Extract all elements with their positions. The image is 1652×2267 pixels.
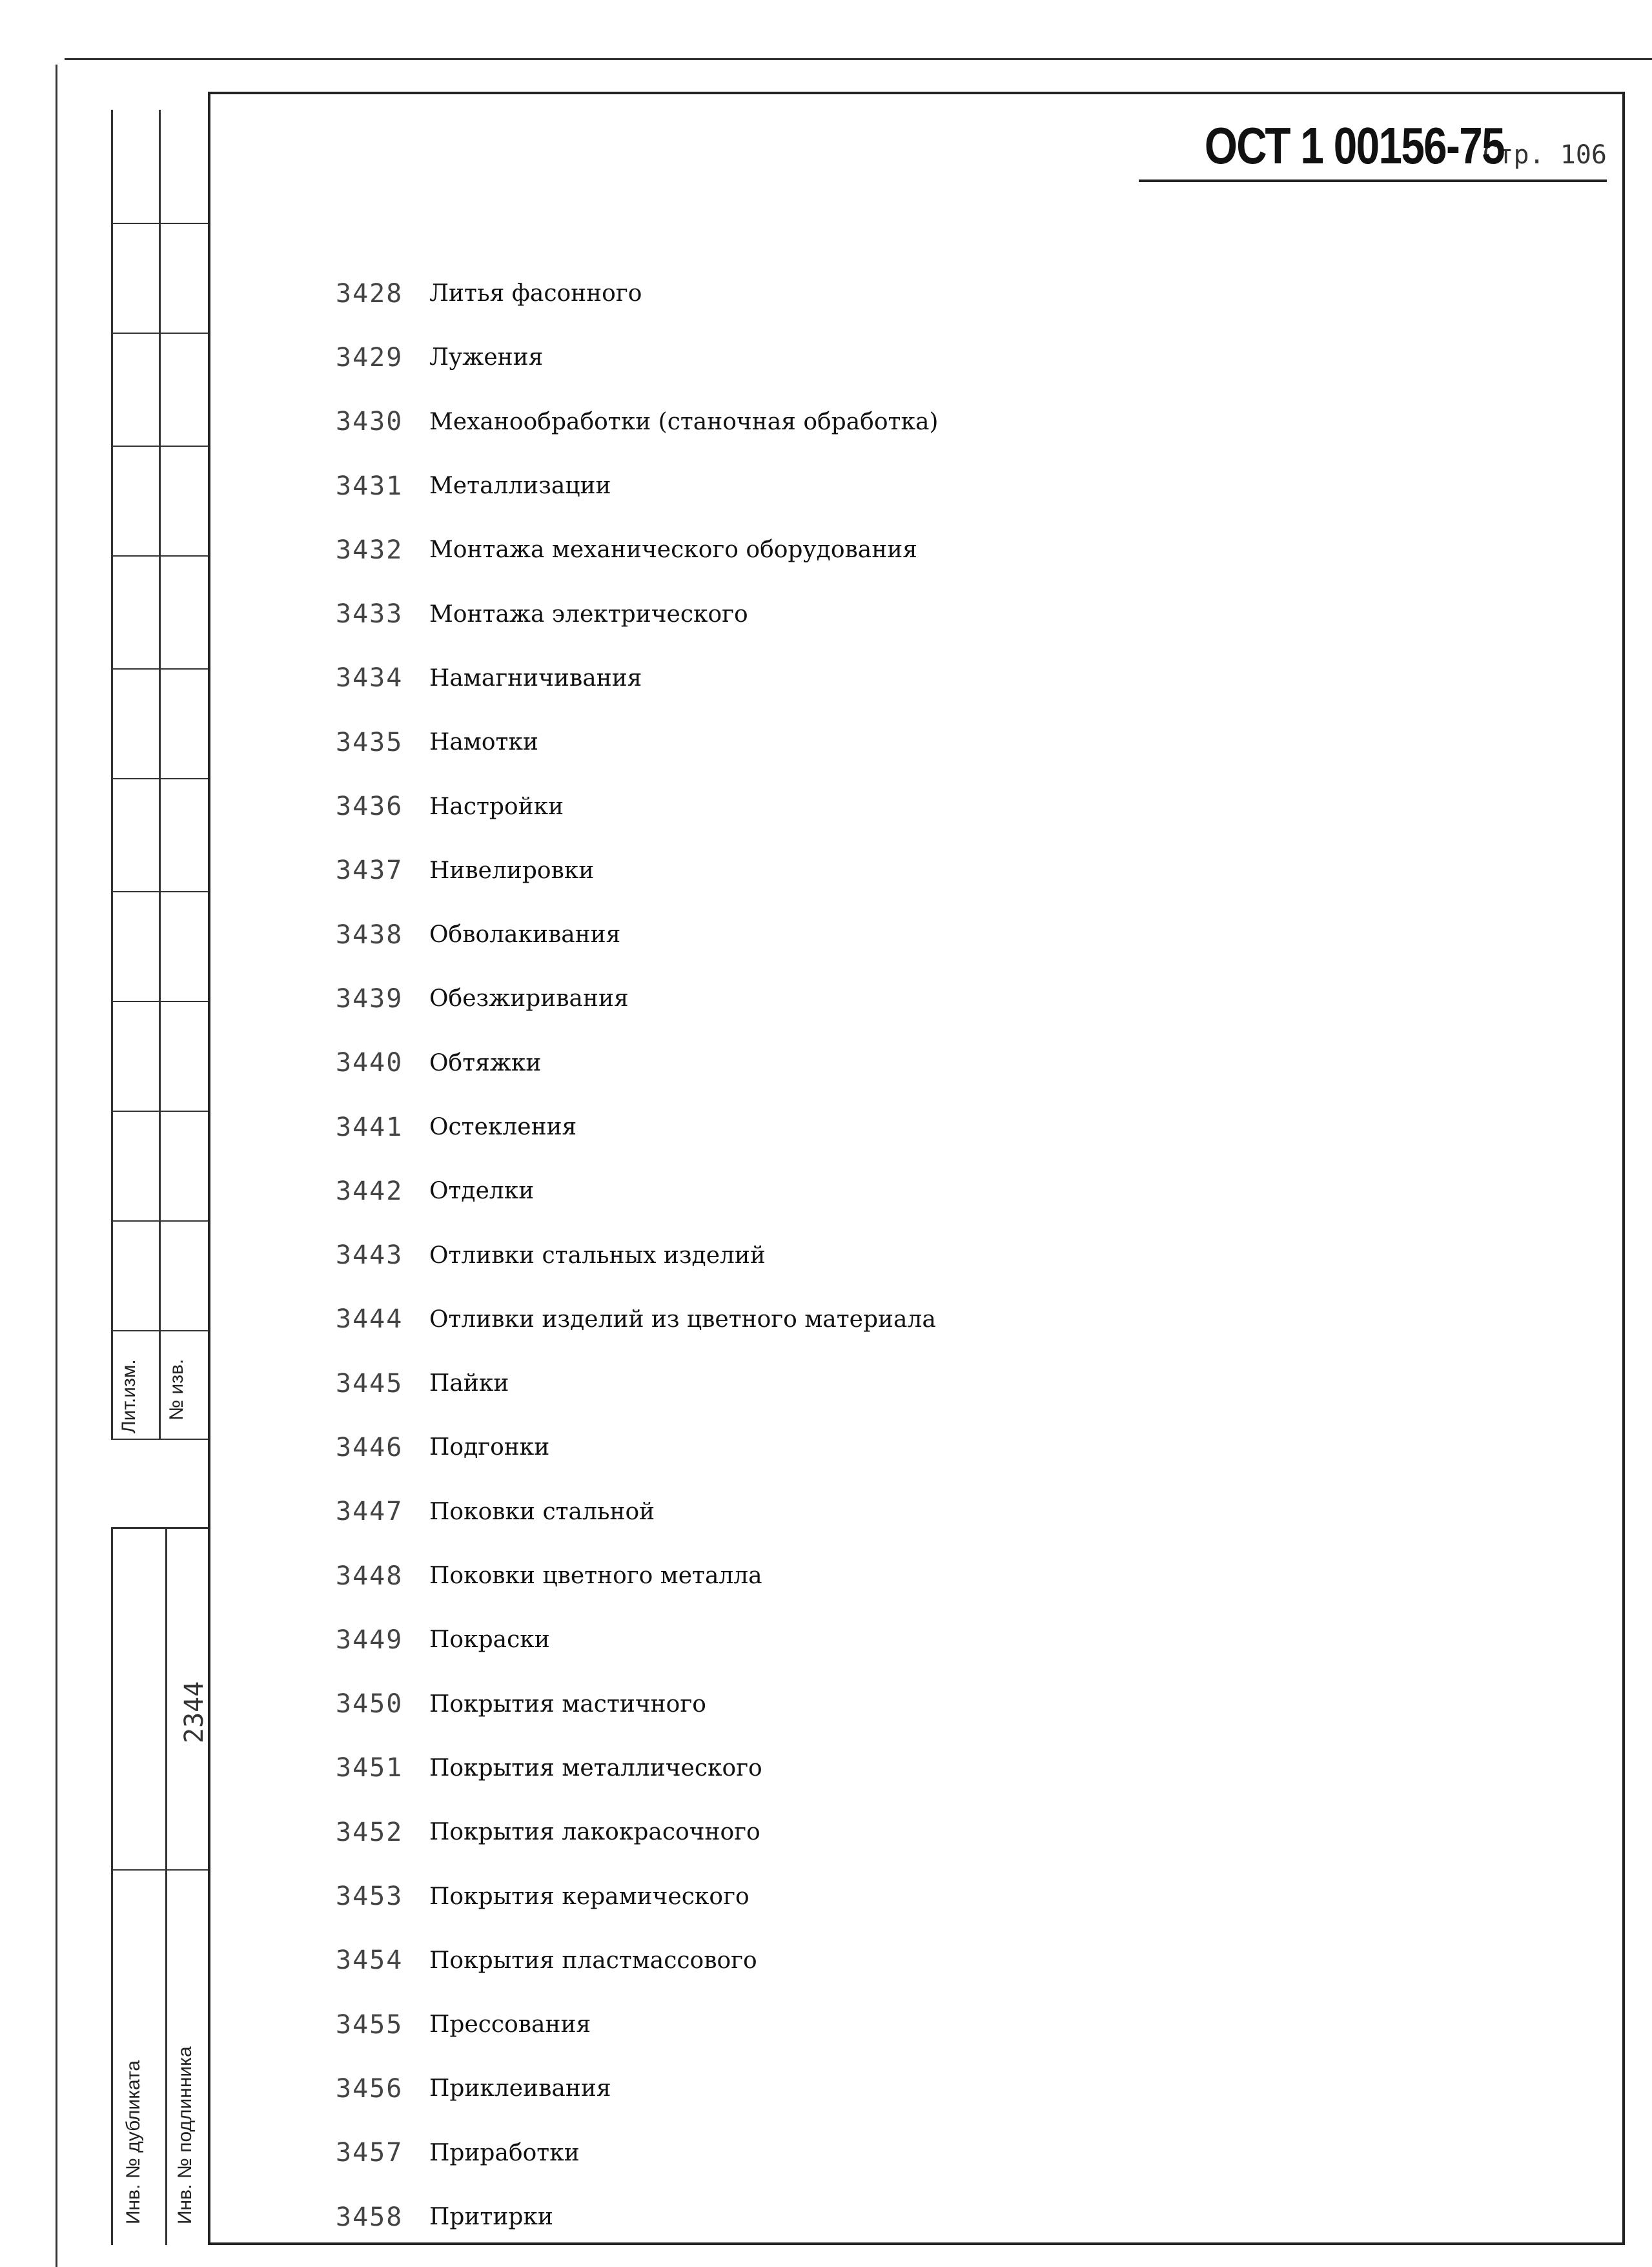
entry-name: Монтажа электрического [429,600,748,628]
entry-name: Покраски [429,1626,550,1654]
entry-name: Лужения [429,344,544,371]
entries-list [336,262,938,2249]
entry-name: Покрытия мастичного [429,1690,706,1718]
list-item [336,1351,938,1415]
stamp-label-no-izv: № изв. [166,1359,187,1421]
entry-code: 3451 [336,1753,403,1783]
entry-name: Поковки стальной [429,1498,655,1525]
left-border-line [56,65,57,2267]
entry-code: 3445 [336,1368,403,1399]
entry-code: 3457 [336,2138,403,2168]
list-item [336,454,938,518]
list-item [336,2057,938,2120]
entry-name: Обволакивания [429,921,621,949]
entry-code: 3440 [336,1048,403,1078]
entry-name: Покрытия керамического [429,1883,750,1910]
list-item [336,1223,938,1287]
list-item [336,262,938,325]
entry-name: Обезжиривания [429,985,629,1012]
list-item [336,1480,938,1544]
stamp-divider [111,778,208,779]
entry-code: 3441 [336,1112,403,1142]
entry-name: Обтяжки [429,1049,542,1076]
entry-name: Металлизации [429,473,611,500]
entry-code: 3430 [336,407,403,437]
list-item [336,390,938,454]
top-border-line [65,58,1652,60]
stamp-divider [111,1439,208,1440]
entry-code: 3439 [336,983,403,1014]
stamp-label-inv-podlinnika: Инв. № подлинника [174,2046,196,2224]
entry-name: Настройки [429,793,564,820]
entry-name: Отливки изделий из цветного материала [429,1306,936,1333]
stamp-column-inner [159,110,161,1440]
list-item [336,1031,938,1095]
entry-name: Намагничивания [429,664,642,692]
stamp-divider [111,1220,208,1222]
entry-name: Покрытия пластмассового [429,1947,757,1974]
entry-code: 3437 [336,856,403,886]
entry-name: Отливки стальных изделий [429,1242,766,1269]
list-item [336,710,938,774]
entry-name: Поковки цветного металла [429,1563,762,1590]
entry-name: Пайки [429,1370,509,1397]
list-item [336,1800,938,1864]
list-item [336,774,938,838]
entry-code: 3434 [336,663,403,693]
entry-code: 3435 [336,727,403,757]
list-item [336,1415,938,1479]
list-item [336,903,938,967]
entry-code: 3433 [336,599,403,630]
stamp-divider [111,1869,208,1871]
stamp-divider [111,1330,208,1331]
stamp-divider [111,1001,208,1002]
stamp-divider [111,668,208,670]
entry-name: Монтажа механического оборудования [429,537,917,564]
entry-name: Приклеивания [429,2075,611,2102]
list-item [336,518,938,582]
page-number: Стр. 106 [1482,140,1607,170]
entry-name: Притирки [429,2204,553,2231]
list-item [336,839,938,903]
document-code: ОСТ 1 00156-75 [1205,117,1505,174]
stamp-divider [111,891,208,892]
entry-name: Механообработки (станочная обработка) [429,408,939,435]
entry-name: Литья фасонного [429,280,642,307]
stamp-column-outer [111,110,113,1440]
entry-name: Остекления [429,1114,577,1140]
stamp-label-inv-dublikata: Инв. № дубликата [123,2060,144,2224]
list-item [336,1672,938,1736]
list-item [336,1287,938,1351]
stamp-lower-column-outer [111,1527,113,2245]
entry-name: Прессования [429,2011,591,2038]
stamp-divider [111,446,208,447]
stamp-lower-top-line [111,1527,208,1529]
entry-code: 3449 [336,1625,403,1655]
entry-code: 3454 [336,1945,403,1976]
entry-code: 3443 [336,1240,403,1271]
entry-code: 3446 [336,1432,403,1462]
entry-name: Приработки [429,2139,580,2166]
entry-code: 3438 [336,919,403,950]
entry-code: 3447 [336,1497,403,1527]
list-item [336,646,938,710]
entry-code: 3428 [336,278,403,309]
list-item [336,967,938,1031]
entry-code: 3450 [336,1689,403,1719]
list-item [336,1864,938,1928]
entry-code: 3452 [336,1817,403,1847]
entry-name: Нивелировки [429,857,595,884]
list-item [336,1929,938,1993]
list-item [336,325,938,389]
entry-name: Отделки [429,1178,535,1205]
entry-code: 3455 [336,2009,403,2040]
entry-code: 3436 [336,792,403,822]
podlinnik-number: 2344 [179,1681,209,1743]
list-item [336,1993,938,2057]
list-item [336,1095,938,1159]
stamp-divider [111,223,208,224]
entry-name: Подгонки [429,1434,550,1461]
entry-code: 3432 [336,535,403,565]
list-item [336,1736,938,1800]
entry-code: 3448 [336,1561,403,1591]
entry-code: 3429 [336,342,403,373]
list-item [336,582,938,646]
entry-code: 3431 [336,471,403,501]
list-item [336,1159,938,1223]
list-item [336,1544,938,1608]
stamp-label-lit-izm: Лит.изм. [118,1359,139,1433]
entry-name: Намотки [429,729,538,756]
entry-name: Покрытия лакокрасочного [429,1819,760,1846]
entry-name: Покрытия металлического [429,1754,762,1781]
entry-code: 3442 [336,1176,403,1206]
stamp-divider [111,1111,208,1112]
stamp-divider [111,555,208,557]
entry-code: 3453 [336,1882,403,1912]
list-item [336,1608,938,1672]
entry-code: 3456 [336,2073,403,2104]
entry-code: 3444 [336,1304,403,1335]
document-header [1139,116,1607,182]
entry-code: 3458 [336,2202,403,2232]
list-item [336,2121,938,2185]
stamp-lower-column-inner [165,1527,167,2245]
stamp-divider [111,333,208,334]
list-item [336,2185,938,2249]
